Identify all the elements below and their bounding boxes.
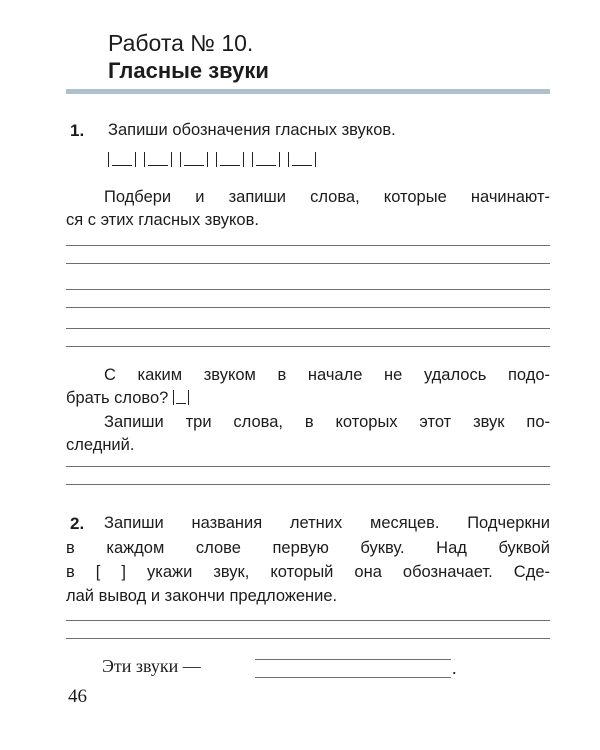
answer-line[interactable] bbox=[66, 484, 550, 485]
sound-box-5[interactable] bbox=[252, 152, 280, 167]
answer-line[interactable] bbox=[66, 307, 550, 308]
answer-line[interactable] bbox=[66, 289, 550, 290]
answer-line[interactable] bbox=[66, 620, 550, 621]
page-subtitle: Гласные звуки bbox=[108, 58, 269, 83]
conclusion-prefix: Эти звуки — bbox=[102, 656, 201, 676]
sound-box-1[interactable] bbox=[108, 152, 136, 167]
conclusion-answer-line[interactable] bbox=[255, 677, 451, 678]
answer-line[interactable] bbox=[66, 466, 550, 467]
task-2-line-3: в [ ] укажи звук, который она обозначает. Сде- bbox=[66, 563, 550, 581]
task-1-paragraph-2-line-1: Подбери и запиши слова, которые начинают- bbox=[104, 188, 550, 206]
answer-line[interactable] bbox=[66, 346, 550, 347]
task-1-number: 1. bbox=[70, 121, 85, 140]
sound-box-3[interactable] bbox=[180, 152, 208, 167]
task-1-question-line-2 bbox=[66, 386, 189, 410]
header-divider bbox=[66, 89, 550, 94]
task-2-line-4: лай вывод и закончи предложение. bbox=[66, 587, 338, 605]
answer-line[interactable] bbox=[66, 263, 550, 264]
task-1-instruction: Запиши обозначения гласных звуков. bbox=[108, 121, 396, 139]
page-number: 46 bbox=[68, 686, 87, 707]
sound-box-4[interactable] bbox=[216, 152, 244, 167]
sound-box-6[interactable] bbox=[288, 152, 316, 167]
conclusion-end: . bbox=[452, 658, 457, 678]
sound-box-2[interactable] bbox=[144, 152, 172, 167]
task-2-line-1: Запиши названия летних месяцев. Подчеркни bbox=[104, 514, 550, 532]
answer-line[interactable] bbox=[66, 638, 550, 639]
task-1-paragraph-3-line-2: следний. bbox=[66, 436, 135, 454]
task-1-paragraph-2-line-2: ся с этих гласных звуков. bbox=[66, 211, 259, 229]
task-2-number: 2. bbox=[70, 514, 85, 533]
answer-line[interactable] bbox=[66, 328, 550, 329]
question-text: брать слово? bbox=[66, 389, 169, 407]
task-2-line-2: в каждом слове первую букву. Над буквой bbox=[66, 539, 550, 557]
task-1-question-line-1: С каким звуком в начале не удалось подо- bbox=[104, 366, 550, 384]
conclusion-answer-line[interactable] bbox=[255, 659, 451, 660]
answer-line[interactable] bbox=[66, 245, 550, 246]
task-1-paragraph-3-line-1: Запиши три слова, в которых этот звук по- bbox=[104, 413, 550, 431]
vowel-sound-boxes bbox=[108, 151, 324, 169]
page-title: Работа № 10. bbox=[108, 30, 254, 56]
missing-sound-box[interactable] bbox=[173, 390, 189, 405]
